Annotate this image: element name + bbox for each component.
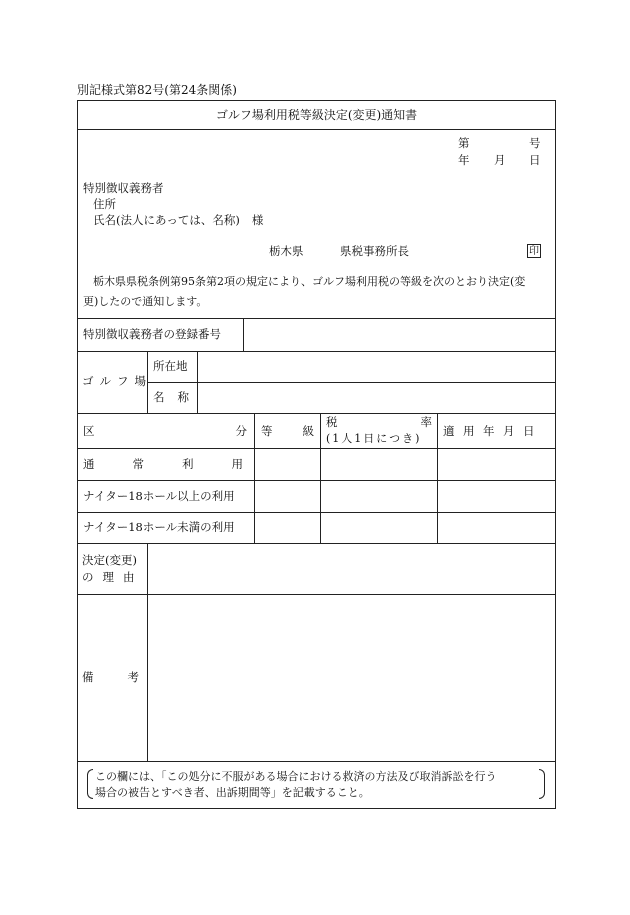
header-category-last: 分 xyxy=(235,424,247,438)
issuer-prefecture: 栃木県 xyxy=(269,244,304,258)
date-cell[interactable] xyxy=(438,481,555,511)
remarks-label: 備考 xyxy=(82,670,173,684)
header-category-first: 区 xyxy=(83,424,95,438)
registration-number-label: 特別徴収義務者の登録番号 xyxy=(83,327,221,341)
header-rate-sub: (1人1日につき) xyxy=(326,432,422,445)
header-category xyxy=(83,426,247,438)
row-night-under-18: ナイター18ホール未満の利用 xyxy=(83,520,235,534)
date-cell[interactable] xyxy=(438,513,555,542)
reason-label-1: 決定(変更) xyxy=(82,553,137,567)
number-suffix: 号 xyxy=(529,136,541,150)
grade-cell[interactable] xyxy=(255,481,319,511)
location-label: 所在地 xyxy=(153,359,188,373)
notice-line-2: 更)したので通知します。 xyxy=(83,295,208,308)
reason-label-2: の理由 xyxy=(82,570,144,584)
header-grade xyxy=(261,426,314,438)
note-bracket-right xyxy=(539,769,545,799)
rate-cell[interactable] xyxy=(321,481,436,511)
header-rate xyxy=(326,417,432,429)
header-rate-left: 税 xyxy=(326,415,338,429)
name-label xyxy=(93,215,263,227)
reason-value[interactable] xyxy=(148,544,555,593)
note-line-2: 場合の被告とすべき者、出訴期間等」を記載すること。 xyxy=(95,786,370,799)
date-year: 年 xyxy=(458,153,470,167)
name-label-text: 氏名(法人にあっては、名称) xyxy=(93,213,240,227)
date-day: 日 xyxy=(529,153,541,167)
number-prefix: 第 xyxy=(458,136,470,150)
form-reference: 別記様式第82号(第24条関係) xyxy=(77,83,237,97)
notice-line-1: 栃木県県税条例第95条第2項の規定により、ゴルフ場利用税の等級を次のとおり決定(変 xyxy=(93,275,526,288)
header-grade-first: 等 xyxy=(261,424,273,438)
header-application-date: 適用年月日 xyxy=(443,424,543,438)
header-grade-last: 級 xyxy=(302,424,314,438)
rate-cell[interactable] xyxy=(321,449,436,479)
seal-mark: 印 xyxy=(529,246,539,257)
golf-course-label: ゴルフ場 xyxy=(82,374,152,388)
address-label: 住所 xyxy=(93,197,116,211)
registration-number-value[interactable] xyxy=(244,319,555,350)
location-value[interactable] xyxy=(198,352,555,381)
grade-cell[interactable] xyxy=(255,513,319,542)
name-value[interactable] xyxy=(198,383,555,412)
name-label-golf: 名称 xyxy=(153,390,202,404)
issuer-office: 県税事務所長 xyxy=(340,244,409,258)
row-night-18-plus: ナイター18ホール以上の利用 xyxy=(83,489,235,503)
note-line-1: この欄には、「この処分に不服がある場合における救済の方法及び取消訴訟を行う xyxy=(95,770,497,783)
recipient-heading: 特別徴収義務者 xyxy=(83,181,164,195)
honorific: 様 xyxy=(251,213,264,227)
date-month: 月 xyxy=(494,153,506,167)
header-rate-right: 率 xyxy=(420,415,432,429)
divider xyxy=(77,129,556,130)
divider xyxy=(77,761,556,762)
form-title: ゴルフ場利用税等級決定(変更)通知書 xyxy=(215,108,418,122)
row-normal-use: 通常利用 xyxy=(83,457,281,471)
date-cell[interactable] xyxy=(438,449,555,479)
divider xyxy=(77,413,556,414)
remarks-value[interactable] xyxy=(148,595,555,760)
grade-cell[interactable] xyxy=(255,449,319,479)
note-bracket-left xyxy=(87,769,93,799)
rate-cell[interactable] xyxy=(321,513,436,542)
